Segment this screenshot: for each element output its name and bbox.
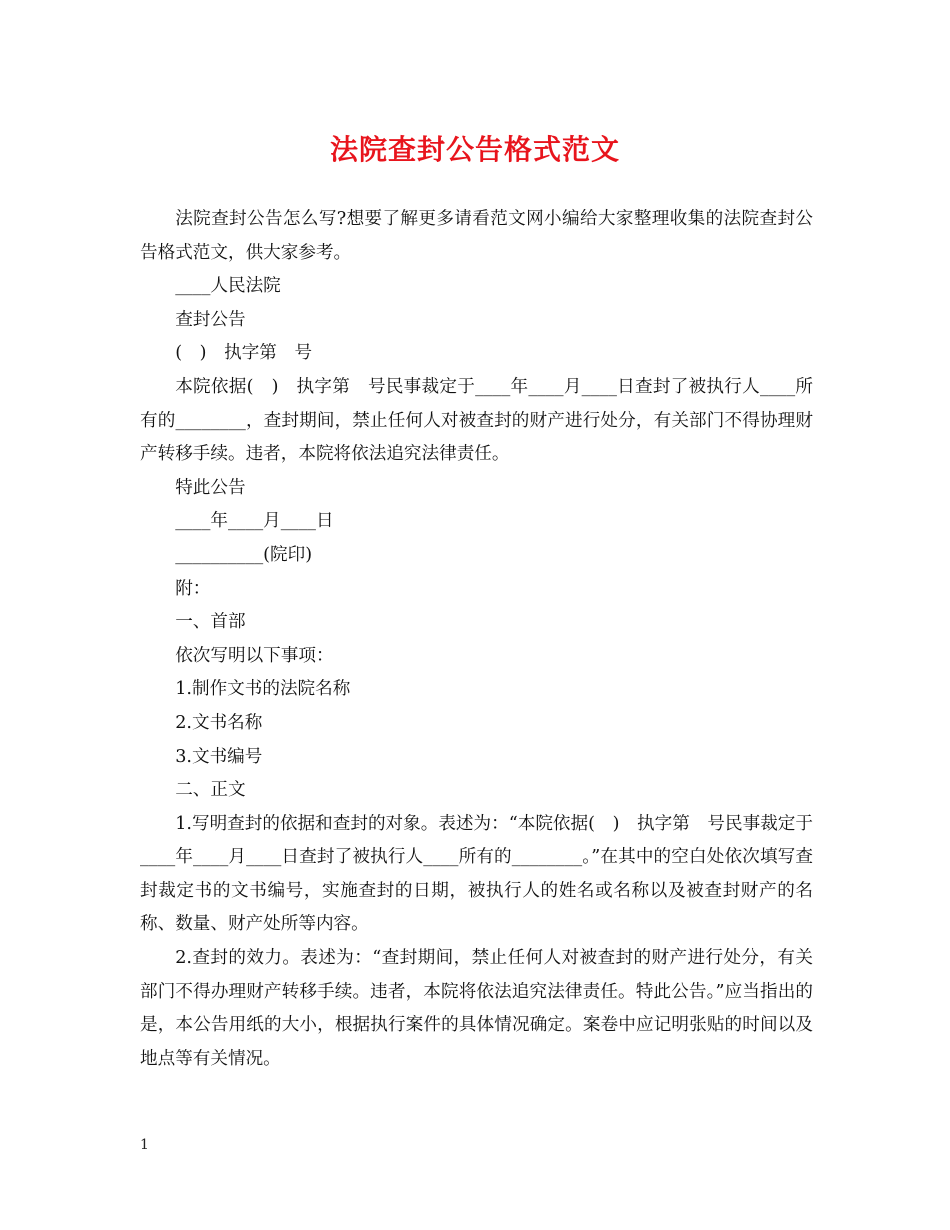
case-number-line: ( ) 执字第 号 <box>175 343 313 364</box>
list-item: 1.制作文书的法院名称 <box>175 679 351 700</box>
court-seal-line: __________(院印) <box>175 544 313 565</box>
appendix-label: 附： <box>175 578 211 599</box>
document-title: 法院查封公告格式范文 <box>329 133 620 166</box>
list-item: 2.文书名称 <box>175 712 263 733</box>
page-number: 1 <box>140 1137 149 1153</box>
seizure-notice-paragraph: 本院依据( ) 执字第 号民事裁定于____年____月____日查封了被执行人____所有的________，查封期间，禁止任何人对被查封的财产进行处分，有关部门不得协理财产转移手续。违者，本院将依法追究法律责任。 <box>140 376 813 465</box>
notice-closing: 特此公告 <box>175 477 246 498</box>
list-item: 3.文书编号 <box>175 746 263 767</box>
notice-heading: 查封公告 <box>175 309 246 330</box>
body-instruction-2: 2.查封的效力。表述为：“查封期间，禁止任何人对被查封的财产进行处分，有关部门不得办理财产转移手续。违者，本院将依法追究法律责任。特此公告。”应当指出的是，本公告用纸的大小，根据执行案件的具体情况确定。案卷中应记明张贴的时间以及地点等有关情况。 <box>140 948 813 1069</box>
header-instructions: 依次写明以下事项： <box>175 645 334 666</box>
date-line: ____年____月____日 <box>175 511 334 532</box>
body-instruction-1: 1.写明查封的依据和查封的对象。表述为：“本院依据( ) 执字第 号民事裁定于____年____月____日查封了被执行人____所有的________。”在其中的空白处依次填写查封裁定书的文书编号，实施查封的日期，被执行人的姓名或名称以及被查封财产的名称、数量、财产处所等内容。 <box>140 813 813 935</box>
court-name-line: ____人民法院 <box>175 276 281 297</box>
section-heading-body: 二、正文 <box>175 780 246 801</box>
document-body <box>140 203 813 1076</box>
section-heading-header: 一、首部 <box>175 612 246 633</box>
intro-paragraph: 法院查封公告怎么写?想要了解更多请看范文网小编给大家整理收集的法院查封公告格式范文，供大家参考。 <box>140 209 813 263</box>
